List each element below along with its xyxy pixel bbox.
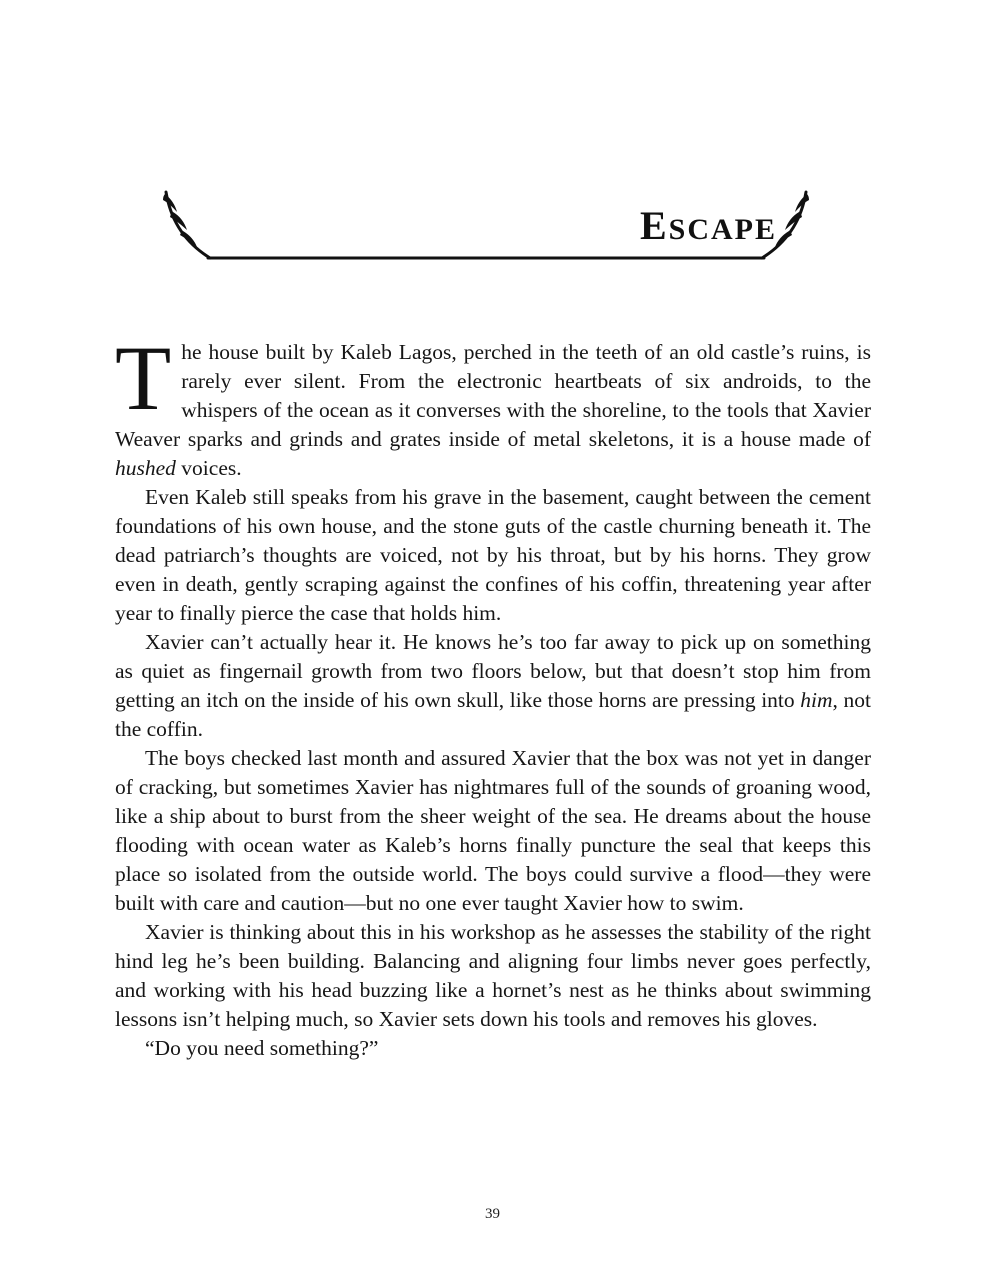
paragraph [115, 918, 871, 1034]
text-run: The boys checked last month and assured Xavier that the box was not yet in danger of cracking, but sometimes Xavier has nightmares full of the sounds of groaning wood, like a ship about to burst from the sheer weight of the sea. He dreams about the house flooding with ocean water as Kaleb’s horns finally puncture the seal that keeps this place so isolated from the outside world. The boys could survive a flood—they were built with care and caution—but no one ever taught Xavier how to swim. [115, 746, 871, 915]
paragraph [115, 744, 871, 918]
paragraph [115, 483, 871, 628]
chapter-title-rest: SCAPE [668, 213, 777, 246]
text-run: , not the coffin. [115, 688, 871, 741]
paragraph [115, 327, 871, 483]
italic-text: him [800, 688, 833, 712]
text-run: Even Kaleb still speaks from his grave in the basement, caught between the cement foundations of his own house, and the stone guts of the castle churning beneath it. The dead patriarch’s thoughts are voiced, not by his throat, but by his horns. They grow even in death, gently scraping against the confines of his coffin, threatening year after year to finally pierce the case that holds him. [115, 485, 871, 625]
chapter-title [639, 203, 777, 248]
text-run: he house built by Kaleb Lagos, perched in the teeth of an old castle’s ruins, is rarely ever silent. From the electronic heartbeats of six androids, to the whispers of the ocean as it converses with the shoreline, to the tools that Xavier Weaver sparks and grinds and grates inside of metal skeletons, it is a house made of [115, 340, 871, 451]
text-run: Xavier can’t actually hear it. He knows he’s too far away to pick up on something as quiet as fingernail growth from two floors below, but that doesn’t stop him from getting an itch on the inside of his own skull, like those horns are pressing into [115, 630, 871, 712]
drop-cap: T [115, 327, 172, 429]
body-text [115, 327, 871, 1063]
paragraph [115, 628, 871, 744]
italic-text: hushed [115, 456, 176, 480]
page-footer [0, 1206, 985, 1223]
page-number: 39 [485, 1206, 500, 1222]
text-run: “Do you need something?” [145, 1036, 379, 1060]
text-run: Xavier is thinking about this in his workshop as he assesses the stability of the right hind leg he’s been building. Balancing and aligning four limbs never goes perfectly, and working with his head buzzing like a hornet’s nest as he thinks about swimming lessons isn’t helping much, so Xavier sets down his tools and removes his gloves. [115, 920, 871, 1031]
antler-flourish-left-icon [163, 192, 210, 258]
paragraph [115, 1034, 871, 1063]
text-run: voices. [175, 456, 242, 480]
chapter-title-initial: E [639, 203, 669, 248]
chapter-header [0, 0, 985, 290]
